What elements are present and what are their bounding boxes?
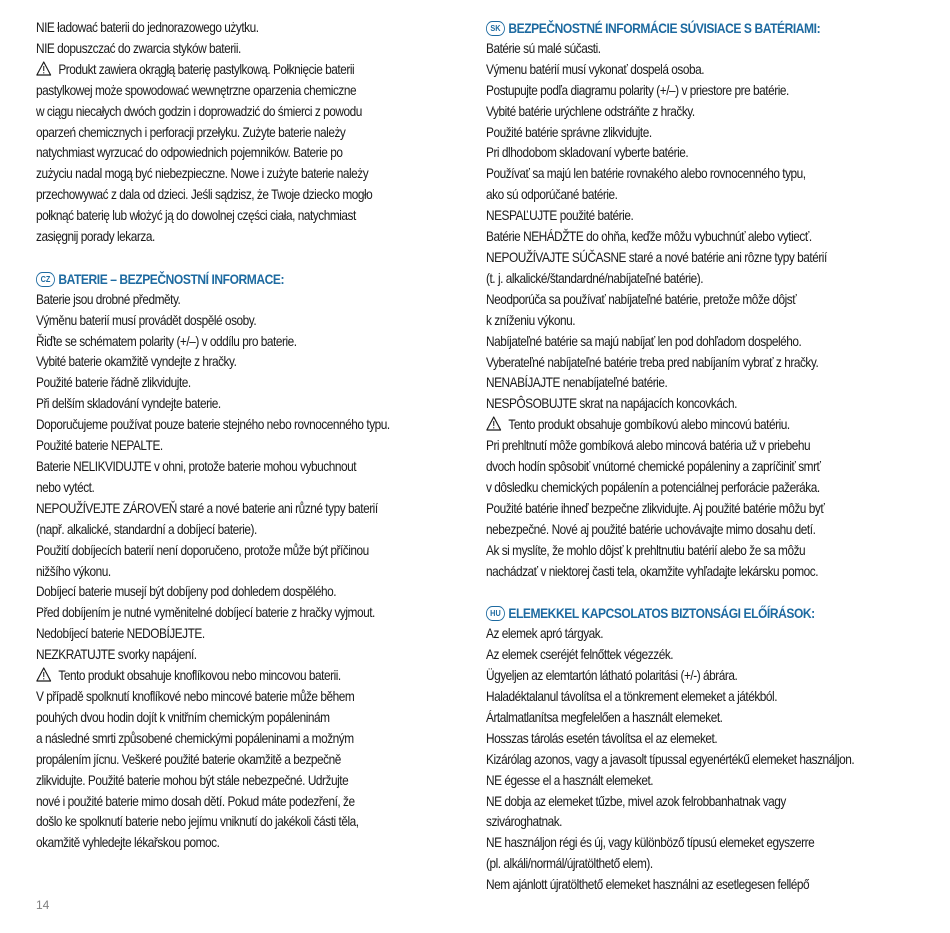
text-line: NE égesse el a használt elemeket. — [486, 772, 654, 788]
text-line: Výmenu batérií musí vykonať dospelá osoba. — [486, 61, 705, 77]
text-line: nebezpečné. Nové aj použité batérie uchovávajte mimo dosahu detí. — [486, 521, 816, 537]
hu-badge-icon: HU — [486, 606, 505, 621]
text-line: Az elemek cseréjét felnőttek végezzék. — [486, 647, 674, 663]
text-line: v dôsledku chemických popálenín a potenciálnej perforácie pažeráka. — [486, 479, 820, 495]
text-line: NIE ładować baterii do jednorazowego użytku. — [36, 20, 259, 35]
text-line: Baterie NELIKVIDUJTE v ohni, protože baterie mohou vybuchnout — [36, 459, 357, 475]
text-line: pastylkowej może spowodować wewnętrzne oparzenia chemiczne — [36, 82, 357, 98]
text-line: NESPAĽUJTE použité batérie. — [486, 208, 634, 224]
text-line: pouhých dvou hodin dojít k vnitřním chemickým popáleninám — [36, 709, 330, 725]
text-line: Doporučujeme používat pouze baterie stejného nebo rovnocenného typu. — [36, 417, 390, 433]
pl-lines — [36, 18, 466, 60]
pl-warning — [36, 60, 466, 248]
cz-warning — [36, 666, 466, 854]
text-line: V případě spolknutí knoflíkové nebo mincové baterie může během — [36, 688, 355, 704]
text-line: NE használjon régi és új, vagy különböző típusú elemeket egyszerre — [486, 835, 815, 851]
text-line: zlikvidujte. Použité baterie mohou být stále nebezpečné. Udržujte — [36, 772, 349, 788]
text-line: NEZKRATUJTE svorky napájení. — [36, 647, 197, 663]
text-line: nové i použité baterie mimo dosah dětí. Pokud máte podezření, že — [36, 793, 355, 809]
text-line: Hosszas tárolás esetén távolítsa el az elemeket. — [486, 730, 718, 746]
text-line: Ártalmatlanítsa megfelelően a használt elemeket. — [486, 709, 723, 725]
page-number: 14 — [36, 898, 50, 912]
text-line: (např. alkalické, standardní a dobíjecí baterie). — [36, 521, 257, 537]
text-line: k zníženiu výkonu. — [486, 312, 576, 328]
text-line: Při delším skladování vyndejte baterie. — [36, 396, 221, 412]
text-line: oparzeń chemicznych i perforacji przełyku. Zużyte baterie należy — [36, 124, 346, 140]
text-line: przechowywać z dala od dzieci. Jeśli sądzisz, że Twoje dziecko mogło — [36, 187, 373, 203]
text-line: Vybité batérie urýchlene odstráňte z hračky. — [486, 103, 695, 119]
text-line: Batérie NEHÁDŽTE do ohňa, keďže môžu vybuchnúť alebo vytiecť. — [486, 229, 812, 245]
text-line: Haladéktalanul távolítsa el a tönkrement elemeket a játékból. — [486, 688, 778, 704]
text-line: (t. j. alkalické/štandardné/nabíjateľné batérie). — [486, 270, 704, 286]
text-line: Nabíjateľné batérie sa majú nabíjať len pod dohľadom dospelého. — [486, 333, 802, 349]
hu-lines — [486, 624, 926, 896]
text-line: Kizárólag azonos, vagy a javasolt típussal egyenértékű elemeket használjon. — [486, 751, 855, 767]
text-line: NESPÔSOBUJTE skrat na napájacích koncovkách. — [486, 396, 737, 412]
text-line: Tento produkt obsahuje gombíkovú alebo mincovú batériu. — [486, 415, 864, 436]
sk-warning — [486, 415, 926, 582]
text-line: Řiďte se schématem polarity (+/–) v oddílu pro baterie. — [36, 333, 297, 349]
text-line: okamžitě vyhledejte lékařskou pomoc. — [36, 835, 220, 851]
text-line: došlo ke spolknutí baterie nebo jejímu vniknutí do jakékoli části těla, — [36, 814, 359, 830]
text-line: NEPOUŽÍVEJTE ZÁROVEŇ staré a nové baterie ani různé typy baterií — [36, 500, 378, 516]
text-line: a následné smrti způsobené chemickými popáleninami a možným — [36, 730, 354, 746]
sk-heading-text: BEZPEČNOSTNÉ INFORMÁCIE SÚVISIACE S BATÉRIAMI: — [508, 20, 821, 36]
warning-triangle-icon — [486, 416, 501, 431]
text-line: nižšího výkonu. — [36, 563, 111, 579]
text-line: zasięgnij porady lekarza. — [36, 229, 155, 245]
text-line: Tento produkt obsahuje knoflíkovou nebo mincovou baterii. — [36, 666, 406, 687]
text-line: szivároghatnak. — [486, 814, 563, 830]
text-line: Batérie sú malé súčasti. — [486, 40, 601, 56]
hu-heading — [486, 603, 864, 624]
left-column — [36, 18, 466, 854]
text-line: Produkt zawiera okrągłą baterię pastylkową. Połknięcie baterii — [36, 60, 406, 81]
text-line: propálením jícnu. Veškeré použité baterie okamžitě a bezpečně — [36, 751, 341, 767]
text-line: w ciągu niecałych dwóch godzin i doprowadzić do śmierci z powodu — [36, 103, 362, 119]
hu-heading-text: ELEMEKKEL KAPCSOLATOS BIZTONSÁGI ELŐÍRÁSOK: — [508, 605, 815, 622]
text-line: Vybité baterie okamžitě vyndejte z hračky. — [36, 354, 237, 370]
sk-heading — [486, 18, 864, 39]
text-line: Dobíjecí baterie musejí být dobíjeny pod dohledem dospělého. — [36, 584, 337, 600]
text-line: (pl. alkáli/normál/újratölthető elem). — [486, 856, 653, 872]
text-line: ako sú odporúčané batérie. — [486, 187, 618, 203]
text-line: Pri prehltnutí môže gombíková alebo mincová batéria už v priebehu — [486, 438, 811, 454]
text-line: Az elemek apró tárgyak. — [486, 626, 604, 642]
text-line: Použití dobíjecích baterií není doporučeno, protože může být příčinou — [36, 542, 369, 558]
text-line: Neodporúča sa používať nabíjateľné batérie, pretože môže dôjsť — [486, 291, 797, 307]
text-line: nebo vytéct. — [36, 479, 95, 495]
sk-badge-icon: SK — [486, 21, 505, 36]
text-line: Nedobíjecí baterie NEDOBÍJEJTE. — [36, 626, 205, 642]
text-line: Baterie jsou drobné předměty. — [36, 291, 181, 307]
text-line: NE dobja az elemeket tűzbe, mivel azok felrobbanhatnak vagy — [486, 793, 786, 809]
text-line: połknąć baterię lub włożyć ją do dowolnej części ciała, natychmiast — [36, 208, 356, 224]
text-line: Použité baterie NEPALTE. — [36, 438, 163, 454]
warning-triangle-icon — [36, 61, 51, 76]
text-line: natychmiast wyrzucać do odpowiednich pojemników. Baterie po — [36, 145, 343, 161]
text-line: Výměnu baterií musí provádět dospělé osoby. — [36, 312, 257, 328]
warning-triangle-icon — [36, 667, 51, 682]
text-line: Vyberateľné nabíjateľné batérie treba pred nabíjaním vybrať z hračky. — [486, 354, 819, 370]
text-line: Ak si myslíte, že mohlo dôjsť k prehltnutiu batérií alebo že sa môžu — [486, 542, 806, 558]
text-line: Nem ajánlott újratölthető elemeket használni az esetlegesen fellépő — [486, 877, 810, 893]
text-line: Použité baterie řádně zlikvidujte. — [36, 375, 191, 391]
right-column — [486, 18, 926, 896]
text-line: nachádzať v niektorej časti tela, okamžite vyhľadajte lekársku pomoc. — [486, 563, 819, 579]
text-line: zużyciu nadal mogą być niebezpieczne. Nowe i zużyte baterie należy — [36, 166, 369, 182]
cz-heading — [36, 269, 406, 290]
cz-heading-text: BATERIE – BEZPEČNOSTNÍ INFORMACE: — [58, 270, 285, 287]
text-line: Použité batérie správne zlikvidujte. — [486, 124, 652, 140]
text-line: Před dobíjením je nutné vyměnitelné dobíjecí baterie z hračky vyjmout. — [36, 605, 375, 621]
cz-lines — [36, 290, 466, 666]
text-line: Použité batérie ihneď bezpečne zlikvidujte. Aj použité batérie môžu byť — [486, 500, 825, 516]
text-line: Pri dlhodobom skladovaní vyberte batérie. — [486, 145, 689, 161]
text-line: Používať sa majú len batérie rovnakého alebo rovnocenného typu, — [486, 166, 806, 182]
cz-badge-icon: CZ — [36, 272, 55, 287]
text-line: NENABÍJAJTE nenabíjateľné batérie. — [486, 375, 668, 391]
text-line: NEPOUŽÍVAJTE SÚČASNE staré a nové batérie ani rôzne typy batérií — [486, 249, 827, 265]
text-line: Postupujte podľa diagramu polarity (+/–) v priestore pre batérie. — [486, 82, 789, 98]
text-line: Ügyeljen az elemtartón látható polaritási (+/-) ábrára. — [486, 668, 738, 684]
text-line: NIE dopuszczać do zwarcia styków baterii. — [36, 40, 241, 56]
text-line: dvoch hodín spôsobiť vnútorné chemické popáleniny a zapríčiniť smrť — [486, 459, 821, 475]
sk-lines — [486, 39, 926, 415]
